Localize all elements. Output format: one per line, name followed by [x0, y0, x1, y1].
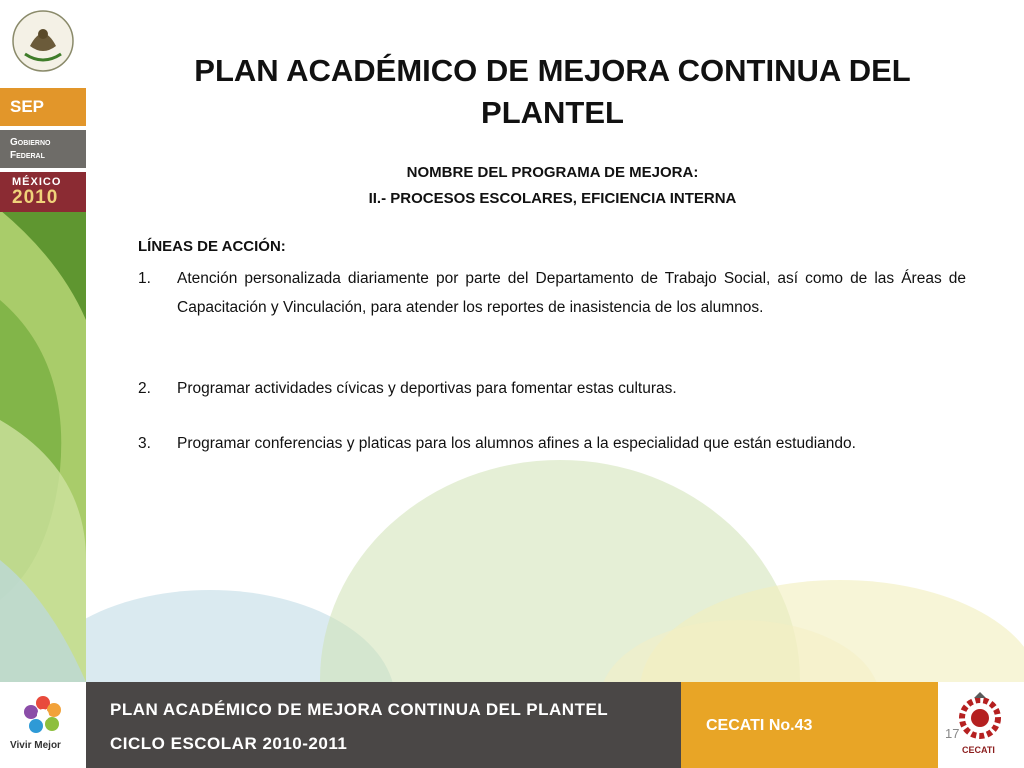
sep-label: SEP — [0, 88, 86, 126]
list-item-number: 1. — [138, 270, 151, 287]
list-item-text: Atención personalizada diariamente por parte del Departamento de Trabajo Social, así como de las Áreas de Capacitación y Vinculación, para atender los reportes de inasistencia de los alumnos. — [177, 270, 966, 316]
page-number: 17 — [945, 726, 960, 741]
slide-title: PLAN ACADÉMICO DE MEJORA CONTINUA DEL PLANTEL — [194, 53, 911, 130]
gobierno-line2: Federal — [10, 150, 45, 161]
list-item-number: 2. — [138, 380, 151, 397]
vivir-mejor-flower-icon — [22, 694, 64, 736]
gobierno-line1: Gobierno — [10, 137, 51, 148]
mexico-year: 2010 — [12, 187, 59, 208]
lines-heading: LÍNEAS DE ACCIÓN: — [138, 238, 286, 255]
footer-dark-panel — [86, 682, 681, 768]
list-item-number: 3. — [138, 435, 151, 452]
footer-plan-title: PLAN ACADÉMICO DE MEJORA CONTINUA DEL PLANTEL — [110, 700, 609, 719]
program-heading — [140, 160, 965, 212]
mexico-label: MÉXICO — [12, 176, 62, 188]
footer-cecati-label: CECATI No.43 — [706, 717, 813, 734]
footer-bar — [0, 682, 1024, 768]
list-item — [138, 264, 966, 322]
program-label: NOMBRE DEL PROGRAMA DE MEJORA: — [406, 164, 699, 181]
list-item — [138, 374, 966, 403]
vivir-mejor-label: Vivir Mejor — [10, 740, 61, 751]
mexico-coat-of-arms-icon — [10, 6, 76, 76]
list-item — [138, 429, 966, 458]
cecati-logo-text: CECATI — [962, 745, 995, 755]
mexico-2010-label — [0, 172, 86, 212]
gobierno-federal-label — [0, 130, 86, 168]
cecati-gear-icon — [956, 692, 1004, 742]
list-item-text: Programar actividades cívicas y deportivas para fomentar estas culturas. — [177, 380, 677, 397]
program-name: II.- PROCESOS ESCOLARES, EFICIENCIA INTERNA — [368, 190, 737, 207]
left-sidebar — [0, 0, 86, 682]
list-item-text: Programar conferencias y platicas para los alumnos afines a la especialidad que están estudiando. — [177, 435, 856, 452]
footer-cycle: CICLO ESCOLAR 2010-2011 — [110, 734, 348, 753]
